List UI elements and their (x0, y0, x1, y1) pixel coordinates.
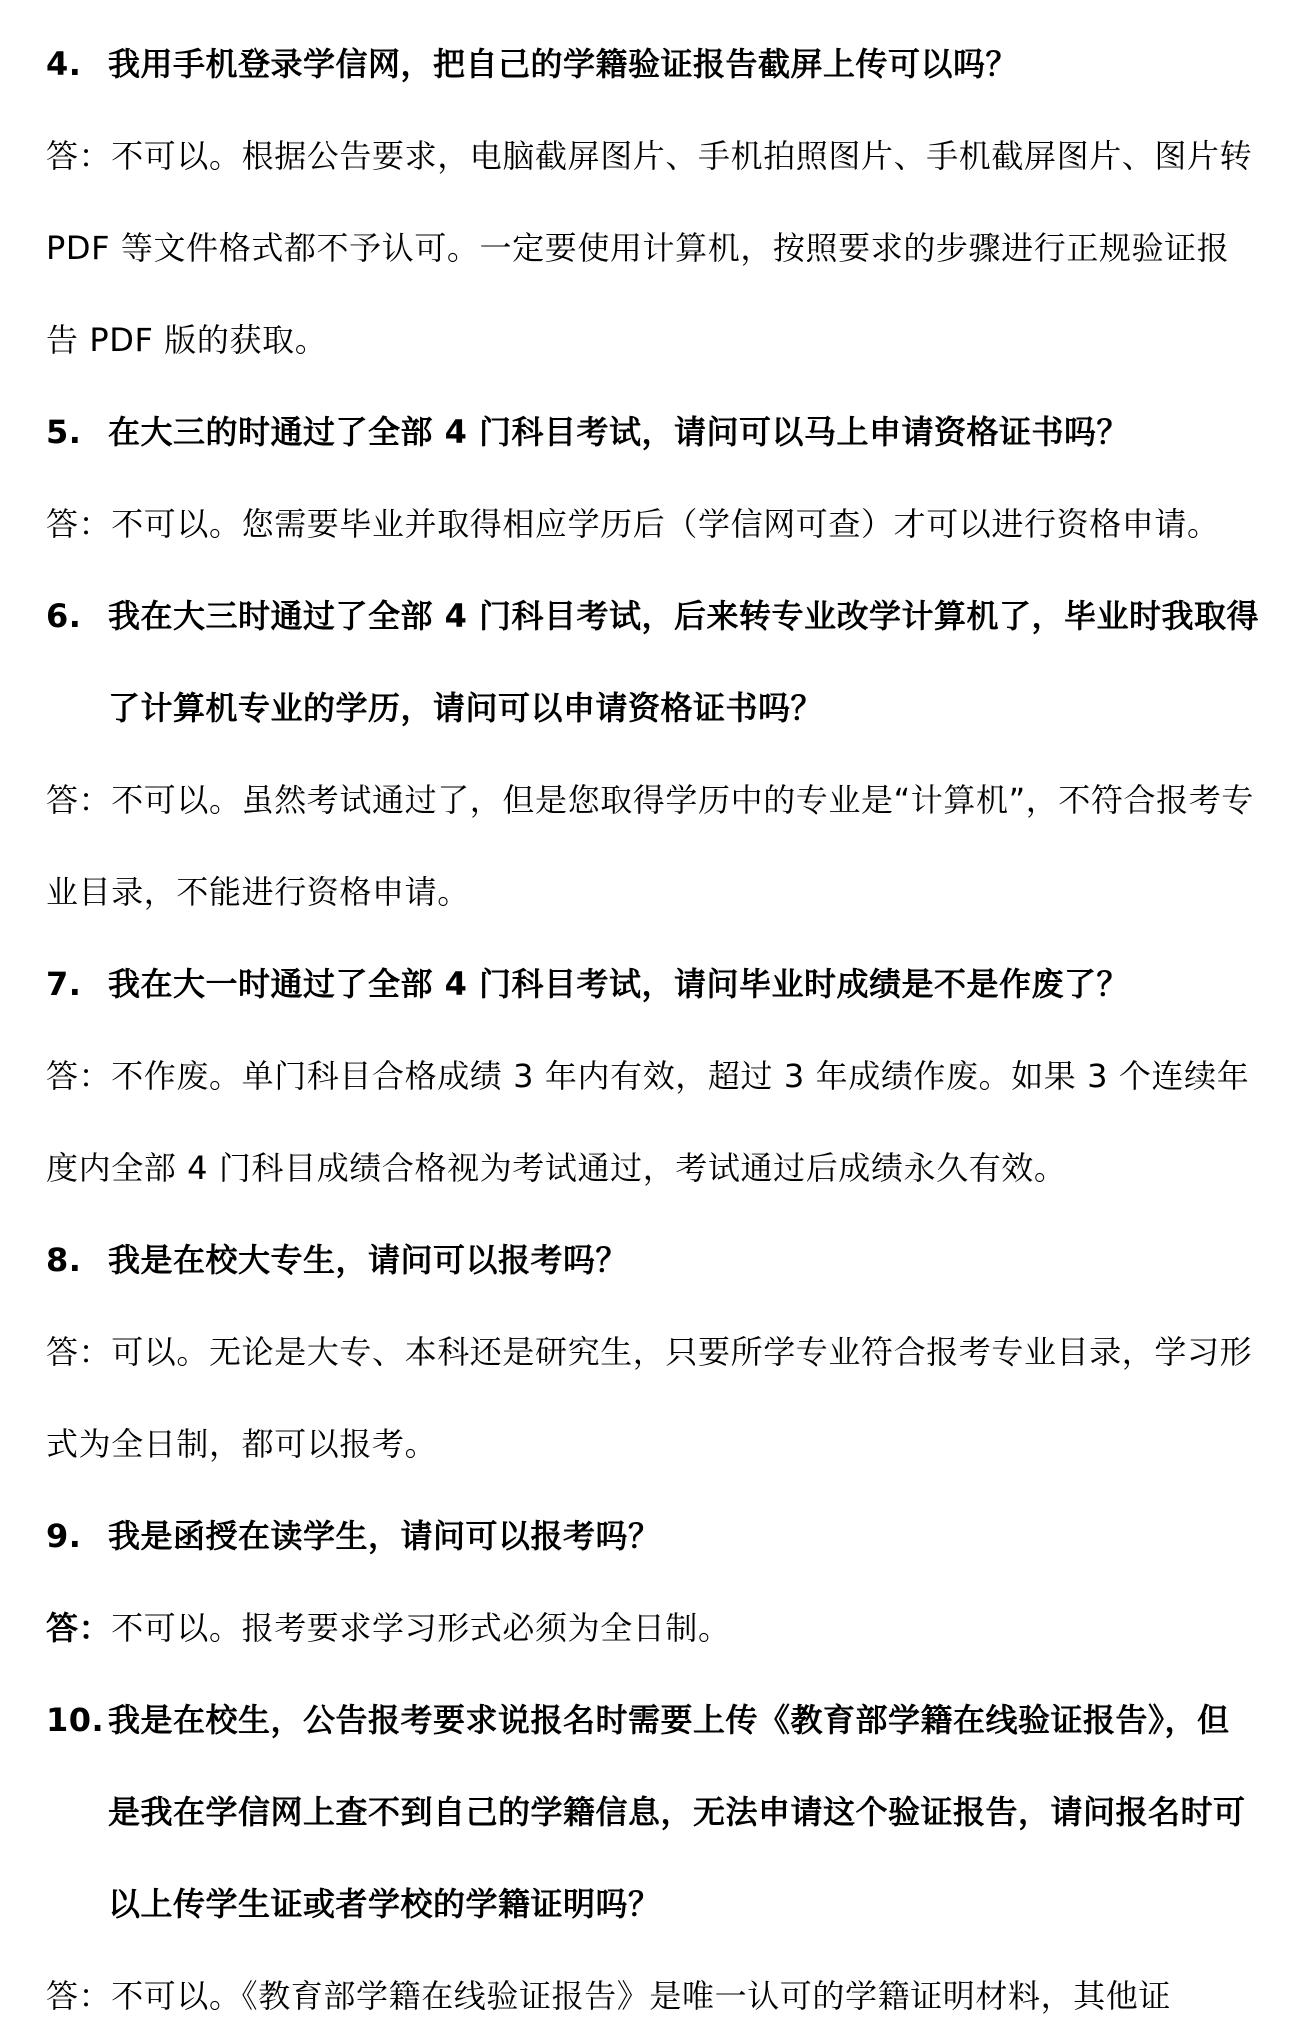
answer-text: 不可以。您需要毕业并取得相应学历后（学信网可查）才可以进行资格申请。 (111, 505, 1220, 543)
question-number: 6. (46, 597, 82, 635)
answer-label: 答： (46, 1609, 112, 1647)
answer-7 (46, 1030, 1261, 1214)
question-number: 8. (46, 1241, 82, 1279)
question-9 (46, 1490, 1261, 1582)
answer-label: 答： (46, 137, 112, 175)
faq-document (46, 18, 1261, 2042)
answer-label: 答： (46, 781, 112, 819)
question-text: 我是在校生，公告报考要求说报名时需要上传《教育部学籍在线验证报告》，但是我在学信网上查不到自己的学籍信息，无法申请这个验证报告，请问报名时可以上传学生证或者学校的学籍证明吗？ (108, 1701, 1246, 1923)
question-7 (46, 938, 1261, 1030)
question-text: 我在大三时通过了全部 4 门科目考试，后来转专业改学计算机了，毕业时我取得了计算机专业的学历，请问可以申请资格证书吗？ (108, 597, 1260, 727)
answer-4 (46, 110, 1261, 386)
question-8 (46, 1214, 1261, 1306)
question-number: 5. (46, 413, 82, 451)
answer-10 (46, 1950, 1261, 2042)
answer-8 (46, 1306, 1261, 1490)
answer-text: 不作废。单门科目合格成绩 3 年内有效，超过 3 年成绩作废。如果 3 个连续年度内全部 4 门科目成绩合格视为考试通过，考试通过后成绩永久有效。 (46, 1057, 1250, 1187)
answer-label: 答： (46, 1333, 112, 1371)
question-text: 我在大一时通过了全部 4 门科目考试，请问毕业时成绩是不是作废了？ (108, 965, 1130, 1003)
question-text: 我是函授在读学生，请问可以报考吗？ (108, 1517, 661, 1555)
question-text: 我是在校大专生，请问可以报考吗？ (108, 1241, 629, 1279)
question-4 (46, 18, 1261, 110)
answer-text: 不可以。根据公告要求，电脑截屏图片、手机拍照图片、手机截屏图片、图片转 PDF 等文件格式都不予认可。一定要使用计算机，按照要求的步骤进行正规验证报告 PDF 版的获取。 (46, 137, 1253, 359)
answer-text: 不可以。报考要求学习形式必须为全日制。 (111, 1609, 731, 1647)
answer-label: 答： (46, 505, 112, 543)
answer-label: 答： (46, 1977, 112, 2015)
answer-text: 不可以。虽然考试通过了，但是您取得学历中的专业是“计算机”，不符合报考专业目录，不能进行资格申请。 (46, 781, 1254, 911)
question-5 (46, 386, 1261, 478)
answer-5 (46, 478, 1261, 570)
question-text: 在大三的时通过了全部 4 门科目考试，请问可以马上申请资格证书吗？ (108, 413, 1130, 451)
question-number: 4. (46, 45, 82, 83)
answer-label: 答： (46, 1057, 112, 1095)
answer-9 (46, 1582, 1261, 1674)
question-6 (46, 570, 1261, 754)
answer-text: 不可以。《教育部学籍在线验证报告》是唯一认可的学籍证明材料，其他证 (111, 1977, 1172, 2015)
question-number: 7. (46, 965, 82, 1003)
question-number: 10. (46, 1701, 105, 1739)
question-text: 我用手机登录学信网，把自己的学籍验证报告截屏上传可以吗？ (108, 45, 1019, 83)
answer-text: 可以。无论是大专、本科还是研究生，只要所学专业符合报考专业目录，学习形式为全日制，都可以报考。 (46, 1333, 1253, 1463)
question-number: 9. (46, 1517, 82, 1555)
question-10 (46, 1674, 1261, 1950)
answer-6 (46, 754, 1261, 938)
